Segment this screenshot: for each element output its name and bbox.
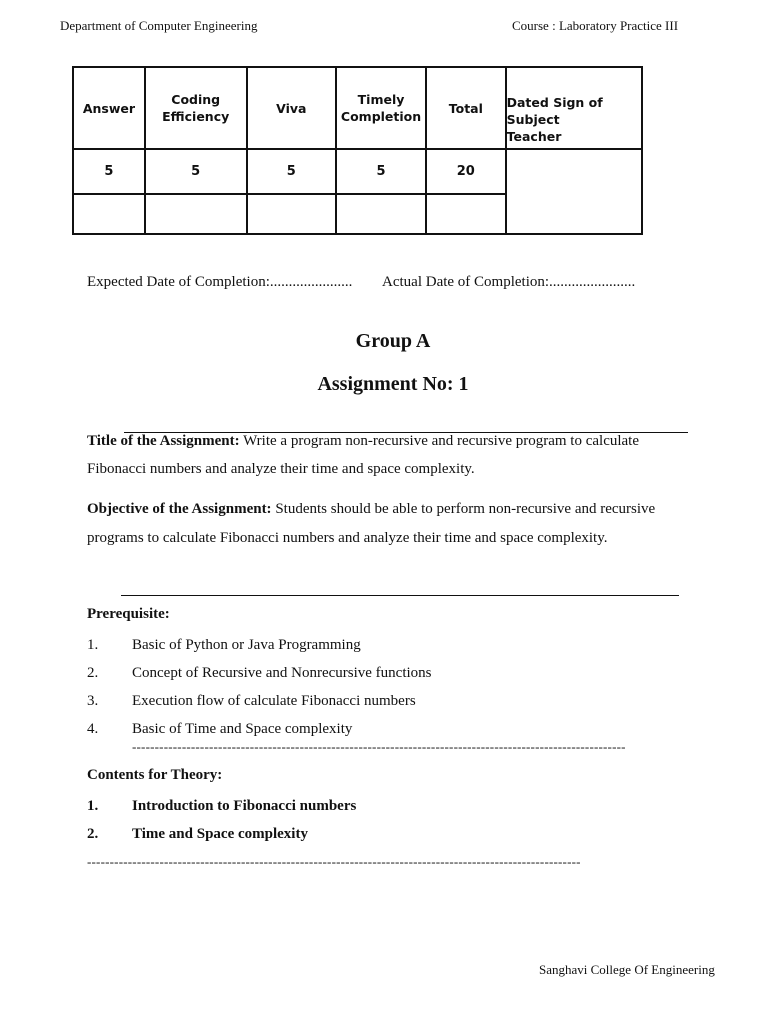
- list-text: Execution flow of calculate Fibonacci numbers: [132, 693, 416, 709]
- group-heading: Group A: [355, 330, 431, 352]
- marks-values-row: [73, 149, 642, 194]
- footer-college: Sanghavi College Of Engineering: [539, 962, 715, 977]
- list-text: Concept of Recursive and Nonrecursive functions: [132, 665, 432, 681]
- objective-label: Objective of the Assignment:: [87, 501, 272, 517]
- divider-line: [121, 595, 679, 596]
- value-timely-completion: 5: [336, 149, 426, 194]
- marks-header-row: [73, 67, 642, 149]
- title-label: Title of the Assignment:: [87, 433, 240, 449]
- value-answer: 5: [73, 149, 145, 194]
- assignment-objective: [87, 495, 657, 552]
- header-total: Total: [426, 67, 506, 149]
- list-number: 4.: [87, 721, 99, 737]
- list-number: 1.: [87, 637, 99, 653]
- list-number: 1.: [87, 798, 99, 814]
- dashed-divider: -------------------------------------------------------------------------------------------------------------: [132, 739, 626, 754]
- list-text: Basic of Time and Space complexity: [132, 721, 353, 737]
- header-coding-efficiency: Coding Efficiency: [145, 67, 247, 149]
- list-item: [87, 665, 432, 682]
- list-text: Time and Space complexity: [132, 826, 308, 842]
- blank-answer: [73, 194, 145, 234]
- marks-table: [72, 66, 643, 235]
- list-number: 3.: [87, 693, 99, 709]
- assignment-heading: Assignment No: 1: [317, 373, 469, 395]
- header-answer: Answer: [73, 67, 145, 149]
- assignment-title: [87, 427, 657, 483]
- list-item: [87, 721, 352, 738]
- list-number: 2.: [87, 665, 99, 681]
- header-viva: Viva: [247, 67, 337, 149]
- dashed-divider: -------------------------------------------------------------------------------------------------------------: [87, 854, 581, 869]
- title-text: Write a program non-recursive and recursive program to calculate Fibonacci numbers and analyze their time and space complexity.: [87, 433, 640, 477]
- completion-dates: [87, 274, 636, 291]
- blank-total: [426, 194, 506, 234]
- header-department: Department of Computer Engineering: [60, 18, 258, 33]
- list-item: [87, 693, 416, 710]
- header-timely-completion: Timely Completion: [336, 67, 426, 149]
- list-item: [87, 826, 308, 843]
- blank-viva: [247, 194, 337, 234]
- list-text: Basic of Python or Java Programming: [132, 637, 361, 653]
- list-item: [87, 798, 356, 815]
- value-total: 20: [426, 149, 506, 194]
- list-text: Introduction to Fibonacci numbers: [132, 798, 357, 814]
- expected-date: Expected Date of Completion:......................: [87, 274, 353, 290]
- prerequisite-heading: Prerequisite:: [87, 606, 170, 622]
- header-dated-sign: Dated Sign of Subject Teacher: [506, 67, 642, 149]
- list-number: 2.: [87, 826, 99, 842]
- header-course: Course : Laboratory Practice III: [512, 18, 679, 33]
- value-coding-efficiency: 5: [145, 149, 247, 194]
- theory-heading: Contents for Theory:: [87, 767, 223, 783]
- sign-cell: [506, 149, 642, 234]
- actual-date: Actual Date of Completion:.......................: [382, 274, 636, 290]
- list-item: [87, 637, 361, 654]
- objective-text: Students should be able to perform non-recursive and recursive programs to calculate Fibonacci numbers and analyze their time and space complexity.: [87, 501, 656, 546]
- value-viva: 5: [247, 149, 337, 194]
- blank-coding-efficiency: [145, 194, 247, 234]
- blank-timely-completion: [336, 194, 426, 234]
